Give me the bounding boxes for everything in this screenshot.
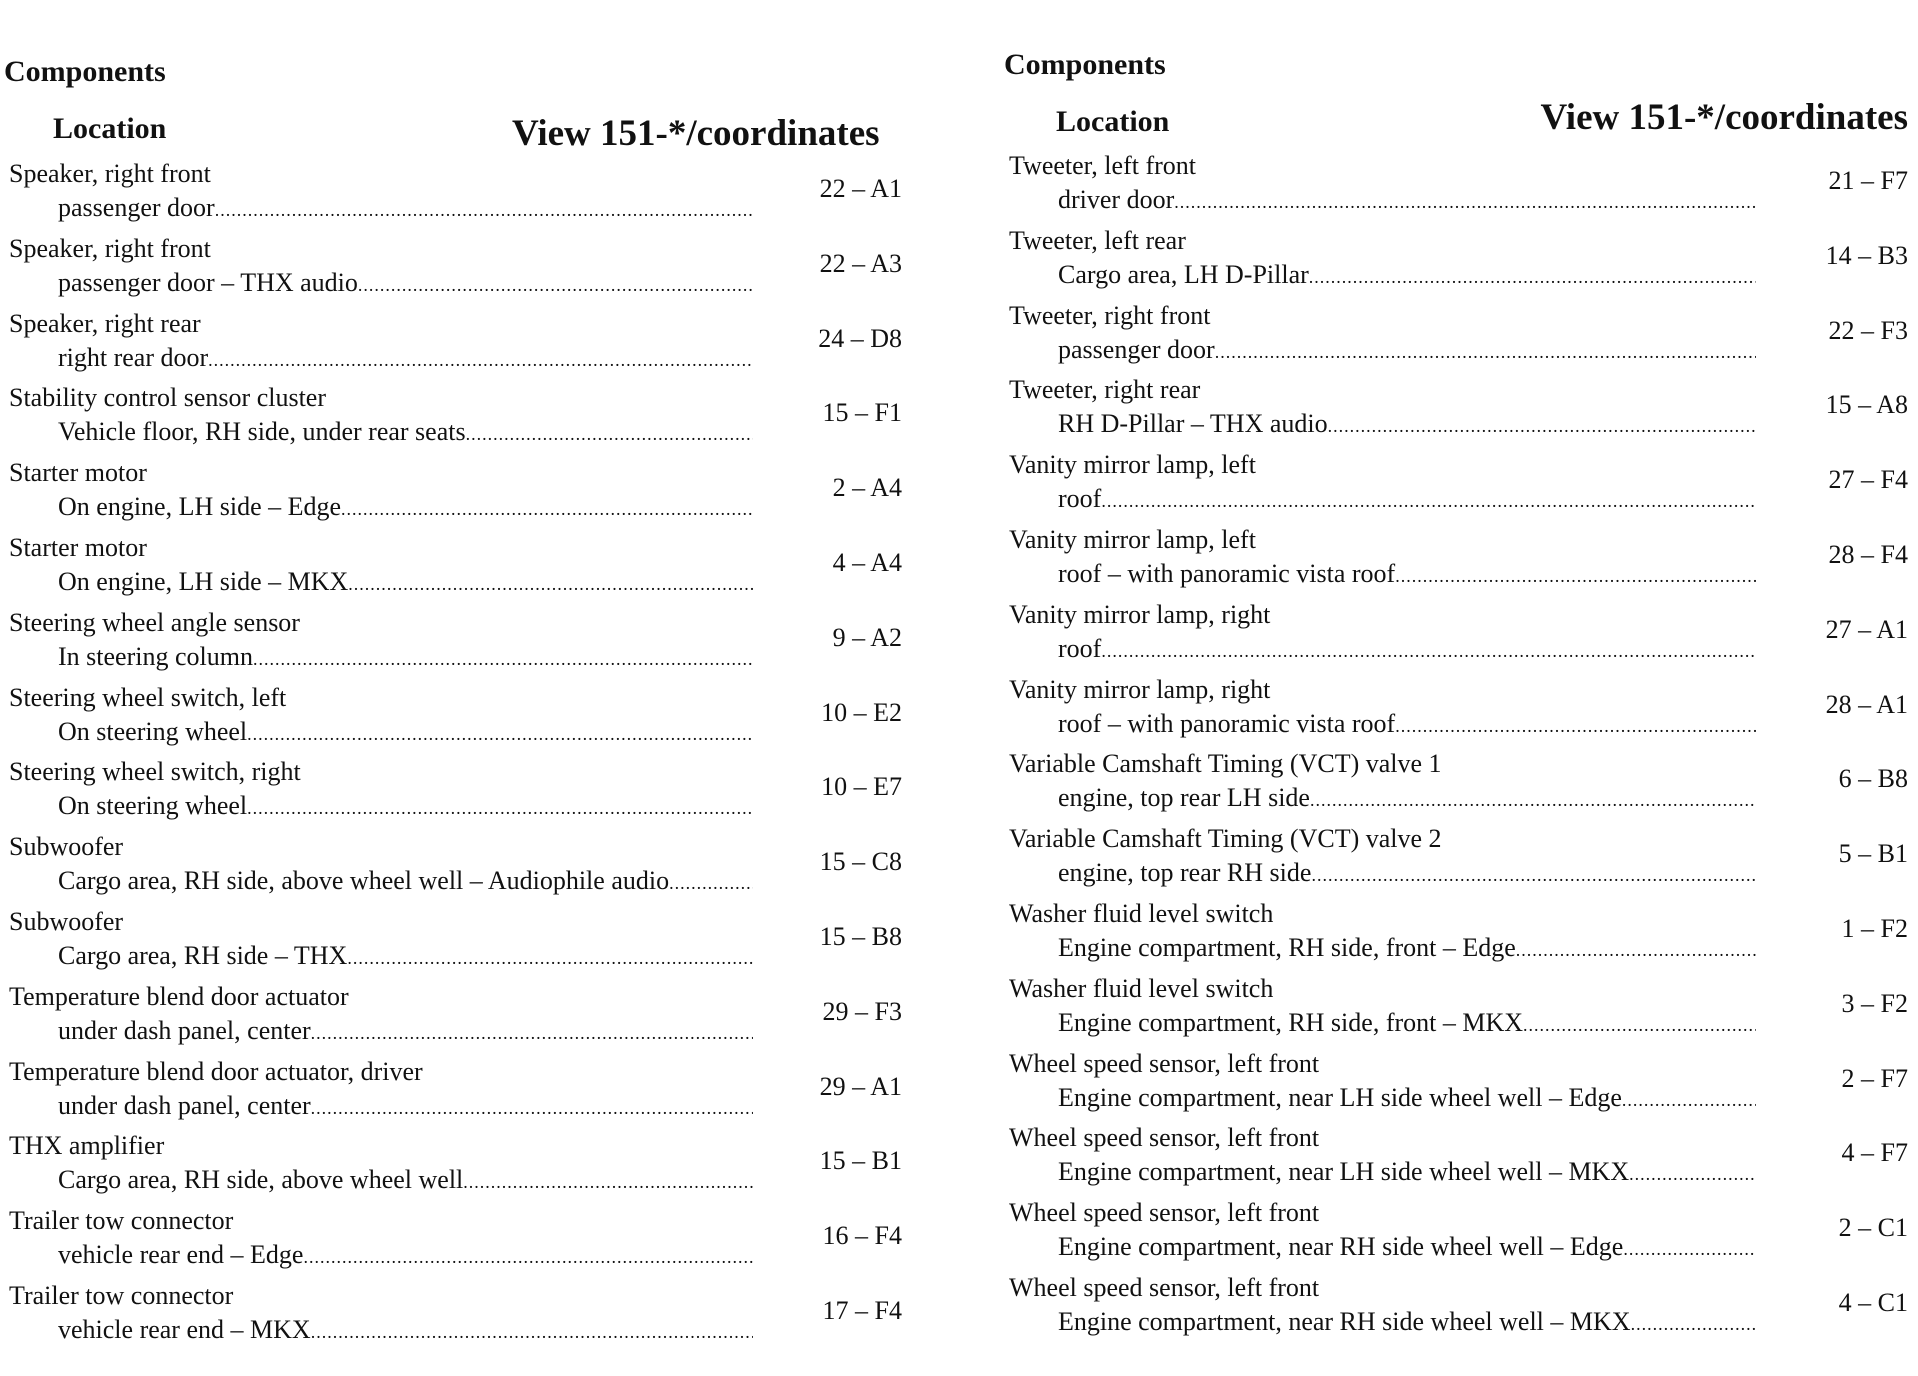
component-entry bbox=[0, 1129, 930, 1204]
view-coordinate: 27 – A1 bbox=[1825, 614, 1908, 644]
dot-leader bbox=[341, 493, 753, 526]
component-entry bbox=[1000, 448, 1918, 523]
view-coordinate: 14 – B3 bbox=[1825, 240, 1908, 270]
dot-leader bbox=[1623, 1233, 1756, 1266]
view-coordinate: 17 – F4 bbox=[822, 1295, 902, 1325]
component-location-detail: Cargo area, RH side, above wheel well bbox=[58, 1165, 464, 1195]
component-detail-row bbox=[1058, 1006, 1756, 1042]
component-name: Wheel speed sensor, left front bbox=[1009, 1198, 1320, 1228]
component-detail-row bbox=[58, 789, 753, 825]
component-entry bbox=[0, 1279, 930, 1354]
component-name: Tweeter, left front bbox=[1009, 151, 1196, 180]
view-coordinate: 10 – E7 bbox=[821, 772, 902, 802]
component-detail-row bbox=[58, 1163, 753, 1199]
component-detail-row bbox=[58, 341, 753, 377]
component-detail-row bbox=[58, 864, 753, 900]
dot-leader bbox=[358, 269, 753, 302]
view-coordinate: 28 – F4 bbox=[1828, 539, 1908, 569]
component-location-detail: under dash panel, center bbox=[58, 1090, 311, 1120]
dot-leader bbox=[303, 1241, 753, 1274]
component-location-detail: under dash panel, center bbox=[58, 1015, 311, 1045]
component-name: Tweeter, right rear bbox=[1009, 375, 1201, 405]
dot-leader bbox=[1516, 934, 1756, 967]
component-entry bbox=[1000, 523, 1918, 598]
component-entry bbox=[1000, 149, 1918, 224]
view-coordinate: 15 – F1 bbox=[822, 398, 902, 428]
component-name: Variable Camshaft Timing (VCT) valve 2 bbox=[1009, 824, 1442, 854]
component-entry bbox=[1000, 673, 1918, 748]
component-entry bbox=[0, 307, 930, 382]
dot-leader bbox=[1215, 336, 1756, 369]
view-coordinate: 1 – F2 bbox=[1841, 913, 1908, 943]
dot-leader bbox=[1309, 261, 1756, 294]
view-coordinate: 15 – B8 bbox=[819, 921, 902, 951]
component-location-detail: passenger door bbox=[1058, 334, 1215, 364]
component-name: Vanity mirror lamp, left bbox=[1009, 450, 1256, 480]
component-detail-row bbox=[58, 1089, 753, 1125]
component-name: Variable Camshaft Timing (VCT) valve 1 bbox=[1009, 749, 1442, 779]
view-coordinate: 28 – A1 bbox=[1825, 689, 1908, 719]
component-location-detail: In steering column bbox=[58, 641, 253, 671]
view-coordinate: 3 – F2 bbox=[1841, 988, 1908, 1018]
dot-leader bbox=[1310, 784, 1756, 817]
view-coordinate: 22 – A3 bbox=[819, 248, 902, 278]
view-coordinate: 2 – A4 bbox=[832, 473, 902, 503]
view-coordinates-header: View 151-*/coordinates bbox=[1540, 97, 1908, 138]
component-entry bbox=[0, 1055, 930, 1130]
component-name: Steering wheel switch, left bbox=[9, 682, 287, 712]
component-detail-row bbox=[1058, 1081, 1756, 1117]
component-detail-row bbox=[58, 640, 753, 676]
component-detail-row bbox=[58, 266, 753, 302]
view-coordinate: 4 – C1 bbox=[1838, 1287, 1908, 1317]
dot-leader bbox=[348, 568, 753, 601]
component-name: Washer fluid level switch bbox=[1009, 898, 1274, 928]
view-coordinate: 29 – A1 bbox=[819, 1071, 902, 1101]
component-name: Steering wheel switch, right bbox=[9, 757, 301, 787]
component-name: Wheel speed sensor, left front bbox=[1009, 1123, 1320, 1153]
view-coordinate: 27 – F4 bbox=[1828, 465, 1908, 495]
component-location-detail: vehicle rear end – Edge bbox=[58, 1240, 304, 1270]
component-name: Trailer tow connector bbox=[9, 1280, 234, 1310]
view-coordinate: 22 – A1 bbox=[819, 174, 902, 203]
component-detail-row bbox=[1058, 183, 1756, 219]
component-detail-row bbox=[1058, 931, 1756, 967]
dot-leader bbox=[1629, 1158, 1756, 1191]
component-detail-row bbox=[58, 565, 753, 601]
dot-leader bbox=[1328, 410, 1756, 443]
view-coordinate: 16 – F4 bbox=[822, 1221, 902, 1251]
view-coordinate: 2 – F7 bbox=[1841, 1063, 1908, 1093]
component-detail-row bbox=[1058, 856, 1756, 892]
component-location-detail: passenger door – THX audio bbox=[58, 267, 358, 297]
dot-leader bbox=[1395, 560, 1756, 593]
component-entry bbox=[0, 905, 930, 980]
component-detail-row bbox=[58, 1238, 753, 1274]
component-entry bbox=[0, 681, 930, 756]
component-detail-row bbox=[58, 1313, 753, 1349]
component-name: Subwoofer bbox=[9, 832, 124, 862]
component-name: Stability control sensor cluster bbox=[9, 383, 327, 413]
component-entry bbox=[0, 980, 930, 1055]
component-entry bbox=[1000, 972, 1918, 1047]
component-location-detail: RH D-Pillar – THX audio bbox=[1058, 409, 1328, 439]
component-name: Tweeter, right front bbox=[1009, 300, 1211, 330]
dot-leader bbox=[1174, 186, 1756, 219]
view-coordinate: 15 – C8 bbox=[819, 847, 902, 877]
dot-leader bbox=[311, 1092, 753, 1125]
dot-leader bbox=[1101, 485, 1756, 518]
component-entry bbox=[0, 606, 930, 681]
component-list bbox=[1000, 149, 1918, 1346]
component-location-detail: Engine compartment, near LH side wheel well – Edge bbox=[1058, 1082, 1622, 1112]
component-detail-row bbox=[1058, 1155, 1756, 1191]
component-entry bbox=[1000, 598, 1918, 673]
component-name: Temperature blend door actuator, driver bbox=[9, 1056, 423, 1086]
component-location-detail: engine, top rear LH side bbox=[1058, 783, 1310, 813]
component-location-detail: Engine compartment, RH side, front – MKX bbox=[1058, 1007, 1524, 1037]
component-entry bbox=[0, 157, 930, 232]
view-coordinate: 15 – A8 bbox=[1825, 390, 1908, 420]
component-detail-row bbox=[1058, 1230, 1756, 1266]
component-name: Vanity mirror lamp, right bbox=[1009, 599, 1271, 629]
component-name: Temperature blend door actuator bbox=[9, 981, 349, 1011]
component-name: Tweeter, left rear bbox=[1009, 225, 1186, 255]
component-detail-row bbox=[1058, 258, 1756, 294]
component-detail-row bbox=[58, 1014, 753, 1050]
component-location-detail: Engine compartment, near RH side wheel well – MKX bbox=[1058, 1306, 1631, 1336]
component-name: Subwoofer bbox=[9, 906, 124, 936]
location-header: Location bbox=[53, 112, 167, 145]
component-entry bbox=[0, 531, 930, 606]
component-entry bbox=[1000, 747, 1918, 822]
component-detail-row bbox=[58, 939, 753, 975]
component-detail-row bbox=[58, 191, 753, 227]
component-entry bbox=[0, 456, 930, 531]
dot-leader bbox=[1523, 1009, 1756, 1042]
view-coordinate: 6 – B8 bbox=[1838, 764, 1908, 794]
component-entry bbox=[1000, 224, 1918, 299]
component-detail-row bbox=[1058, 557, 1756, 593]
dot-leader bbox=[247, 718, 753, 751]
view-coordinate: 21 – F7 bbox=[1828, 166, 1908, 195]
component-location-detail: roof bbox=[1058, 633, 1102, 663]
component-name: Vanity mirror lamp, right bbox=[1009, 674, 1271, 704]
component-detail-row bbox=[1058, 632, 1756, 668]
dot-leader bbox=[253, 643, 753, 676]
view-coordinate: 15 – B1 bbox=[819, 1146, 902, 1176]
component-location-detail: roof – with panoramic vista roof bbox=[1058, 558, 1396, 588]
component-location-detail: engine, top rear RH side bbox=[1058, 858, 1312, 888]
component-entry bbox=[1000, 373, 1918, 448]
dot-leader bbox=[215, 194, 753, 227]
view-coordinate: 29 – F3 bbox=[822, 996, 902, 1026]
dot-leader bbox=[1311, 859, 1756, 892]
component-detail-row bbox=[1058, 781, 1756, 817]
view-coordinate: 22 – F3 bbox=[1828, 315, 1908, 345]
view-coordinate: 10 – E2 bbox=[821, 697, 902, 727]
component-entry bbox=[1000, 1047, 1918, 1122]
component-location-detail: passenger door bbox=[58, 193, 215, 222]
section-title: Components bbox=[4, 55, 166, 88]
component-name: THX amplifier bbox=[9, 1131, 165, 1161]
component-location-detail: On steering wheel bbox=[58, 791, 248, 821]
component-entry bbox=[0, 755, 930, 830]
component-location-detail: On engine, LH side – Edge bbox=[58, 492, 342, 522]
component-name: Trailer tow connector bbox=[9, 1206, 234, 1236]
section-title: Components bbox=[1004, 48, 1166, 81]
component-entry bbox=[1000, 897, 1918, 972]
component-detail-row bbox=[1058, 707, 1756, 743]
component-location-detail: Cargo area, RH side, above wheel well – Audiophile audio bbox=[58, 866, 670, 896]
dot-leader bbox=[1395, 710, 1756, 743]
component-location-detail: right rear door bbox=[58, 342, 209, 372]
component-name: Wheel speed sensor, left front bbox=[1009, 1048, 1320, 1078]
component-detail-row bbox=[58, 715, 753, 751]
component-name: Vanity mirror lamp, left bbox=[1009, 524, 1256, 554]
component-location-detail: Vehicle floor, RH side, under rear seats bbox=[58, 417, 466, 447]
component-name: Washer fluid level switch bbox=[1009, 973, 1274, 1003]
component-detail-row bbox=[1058, 1305, 1756, 1341]
component-entry bbox=[1000, 1196, 1918, 1271]
view-coordinate: 9 – A2 bbox=[832, 622, 902, 652]
dot-leader bbox=[347, 942, 753, 975]
dot-leader bbox=[669, 867, 753, 900]
component-location-detail: Cargo area, LH D-Pillar bbox=[1058, 259, 1309, 289]
component-detail-row bbox=[1058, 407, 1756, 443]
dot-leader bbox=[1101, 635, 1756, 668]
component-location-detail: On engine, LH side – MKX bbox=[58, 566, 349, 596]
view-coordinates-header: View 151-*/coordinates bbox=[512, 113, 880, 154]
component-name: Starter motor bbox=[9, 532, 147, 562]
component-entry bbox=[0, 381, 930, 456]
component-detail-row bbox=[58, 415, 753, 451]
dot-leader bbox=[247, 792, 753, 825]
component-entry bbox=[0, 1204, 930, 1279]
component-entry bbox=[0, 232, 930, 307]
component-entry bbox=[0, 830, 930, 905]
component-entry bbox=[1000, 1271, 1918, 1346]
view-coordinate: 24 – D8 bbox=[818, 323, 902, 353]
location-header: Location bbox=[1056, 105, 1170, 138]
component-list bbox=[0, 157, 930, 1354]
component-location-detail: driver door bbox=[1058, 185, 1175, 214]
component-location-detail: Cargo area, RH side – THX bbox=[58, 940, 348, 970]
component-location-detail: On steering wheel bbox=[58, 716, 248, 746]
component-entry bbox=[1000, 299, 1918, 374]
component-name: Starter motor bbox=[9, 458, 147, 488]
dot-leader bbox=[311, 1017, 753, 1050]
component-location-detail: roof bbox=[1058, 484, 1102, 514]
component-detail-row bbox=[1058, 333, 1756, 369]
component-entry bbox=[1000, 1121, 1918, 1196]
dot-leader bbox=[1622, 1084, 1756, 1117]
view-coordinate: 5 – B1 bbox=[1838, 839, 1908, 869]
dot-leader bbox=[466, 418, 753, 451]
component-detail-row bbox=[1058, 482, 1756, 518]
component-location-detail: Engine compartment, near LH side wheel well – MKX bbox=[1058, 1157, 1630, 1187]
component-name: Speaker, right front bbox=[9, 159, 211, 188]
view-coordinate: 4 – F7 bbox=[1841, 1138, 1908, 1168]
component-name: Speaker, right front bbox=[9, 233, 211, 263]
view-coordinate: 2 – C1 bbox=[1838, 1213, 1908, 1243]
component-name: Speaker, right rear bbox=[9, 308, 201, 338]
component-location-detail: vehicle rear end – MKX bbox=[58, 1314, 311, 1344]
component-detail-row bbox=[58, 490, 753, 526]
dot-leader bbox=[463, 1166, 753, 1199]
view-coordinate: 4 – A4 bbox=[832, 547, 902, 577]
component-name: Steering wheel angle sensor bbox=[9, 607, 300, 637]
component-location-detail: Engine compartment, RH side, front – Edge bbox=[1058, 932, 1516, 962]
dot-leader bbox=[208, 344, 753, 377]
dot-leader bbox=[311, 1316, 753, 1349]
dot-leader bbox=[1631, 1308, 1756, 1341]
component-location-detail: roof – with panoramic vista roof bbox=[1058, 708, 1396, 738]
component-name: Wheel speed sensor, left front bbox=[1009, 1272, 1320, 1302]
component-entry bbox=[1000, 822, 1918, 897]
component-location-detail: Engine compartment, near RH side wheel well – Edge bbox=[1058, 1232, 1624, 1262]
